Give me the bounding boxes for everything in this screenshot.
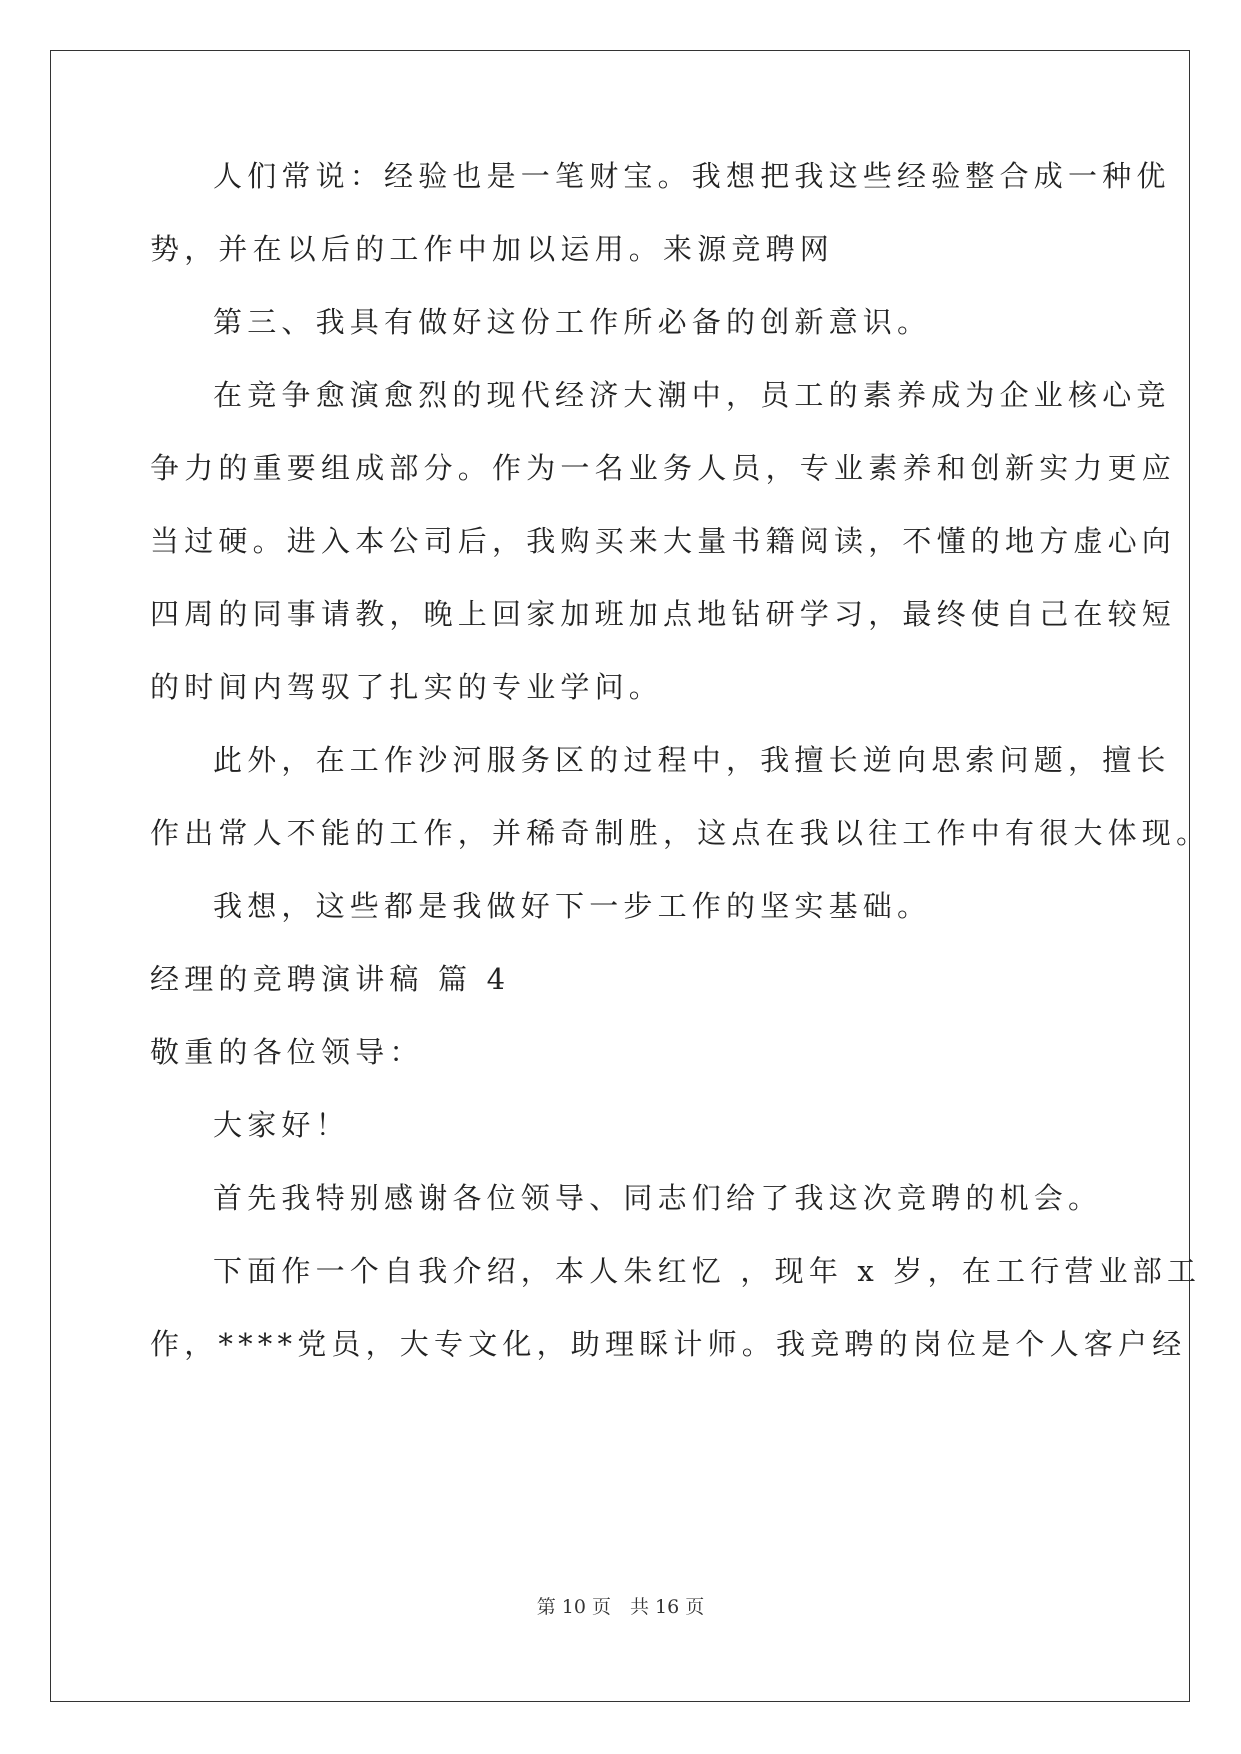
paragraph-line: 人们常说：经验也是一笔财宝。我想把我这些经验整合成一种优 <box>213 159 1171 193</box>
salutation: 敬重的各位领导： <box>150 1035 424 1069</box>
paragraph-line: 势，并在以后的工作中加以运用。来源竞聘网 <box>150 232 835 266</box>
paragraph-line: 我想，这些都是我做好下一步工作的坚实基础。 <box>213 889 932 923</box>
section-heading: 经理的竞聘演讲稿 篇 4 <box>150 962 511 996</box>
paragraph-line: 在竞争愈演愈烈的现代经济大潮中，员工的素养成为企业核心竞 <box>213 378 1171 412</box>
page-number-footer: 第 10 页 共 16 页 <box>536 1596 705 1618</box>
paragraph-line: 首先我特别感谢各位领导、同志们给了我这次竞聘的机会。 <box>213 1181 1103 1215</box>
paragraph-line: 的时间内驾驭了扎实的专业学问。 <box>150 670 664 704</box>
paragraph-line: 四周的同事请教，晚上回家加班加点地钻研学习，最终使自己在较短 <box>150 597 1177 631</box>
greeting: 大家好！ <box>213 1108 350 1142</box>
paragraph-line: 第三、我具有做好这份工作所必备的创新意识。 <box>213 305 932 339</box>
paragraph-line: 作，****党员，大专文化，助理睬计师。我竞聘的岗位是个人客户经 <box>150 1327 1187 1361</box>
paragraph-line: 当过硬。进入本公司后，我购买来大量书籍阅读，不懂的地方虚心向 <box>150 524 1177 558</box>
paragraph-line: 下面作一个自我介绍，本人朱红忆 ，现年 x 岁，在工行营业部工 <box>213 1254 1202 1288</box>
paragraph-line: 此外，在工作沙河服务区的过程中，我擅长逆向思索问题，擅长 <box>213 743 1171 777</box>
paragraph-line: 作出常人不能的工作，并稀奇制胜，这点在我以往工作中有很大体现。 <box>150 816 1211 850</box>
paragraph-line: 争力的重要组成部分。作为一名业务人员，专业素养和创新实力更应 <box>150 451 1177 485</box>
